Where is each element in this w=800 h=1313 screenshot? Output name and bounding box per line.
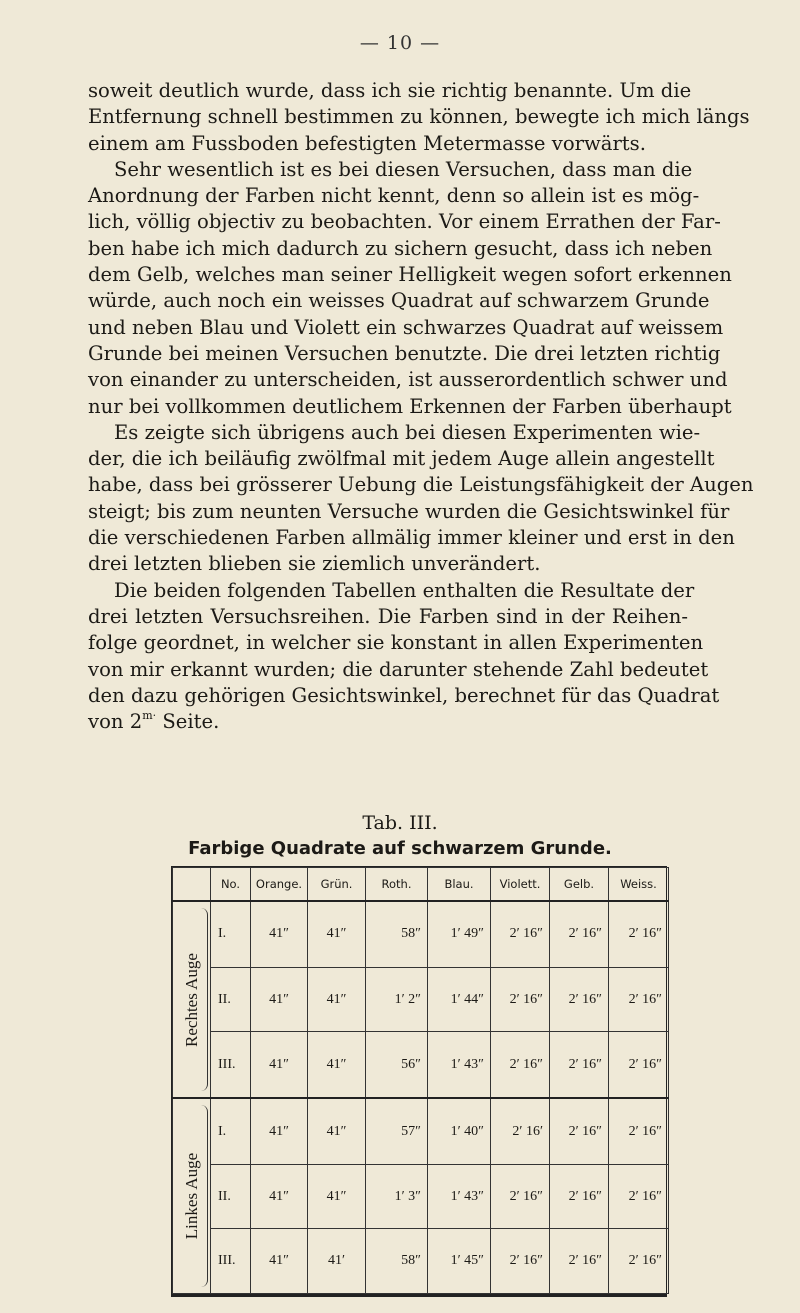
cell-orange: 41″ xyxy=(251,1032,308,1098)
cell-gelb: 2′ 16″ xyxy=(550,967,609,1031)
cell-blau: 1′ 43″ xyxy=(428,1165,491,1229)
text-line: von $2^{m\cdot}$ Seite. xyxy=(88,709,220,734)
header-blau: Blau. xyxy=(428,868,491,902)
cell-gelb: 2′ 16″ xyxy=(550,1098,609,1164)
text-line: Es zeigte sich übrigens auch bei diesen Experimenten wie- xyxy=(114,420,701,444)
header-gruen: Grün. xyxy=(308,868,366,902)
row-number: II. xyxy=(211,967,251,1031)
row-number: I. xyxy=(211,1098,251,1164)
body-text xyxy=(88,78,754,735)
cell-violett: 2′ 16″ xyxy=(491,901,550,967)
table-row xyxy=(173,1032,669,1098)
cell-blau: 1′ 43″ xyxy=(428,1032,491,1098)
cell-weiss: 2′ 16″ xyxy=(609,1032,669,1098)
cell-weiss: 2′ 16″ xyxy=(609,1165,669,1229)
text-line: und neben Blau und Violett ein schwarzes Quadrat auf weissem xyxy=(88,315,724,339)
table-row xyxy=(173,967,669,1031)
cell-blau: 1′ 44″ xyxy=(428,967,491,1031)
row-number: III. xyxy=(211,1032,251,1098)
row-number: II. xyxy=(211,1165,251,1229)
table-row xyxy=(173,1229,669,1294)
header-roth: Roth. xyxy=(366,868,428,902)
page-number: — 10 — xyxy=(359,32,441,54)
text-line: Anordnung der Farben nicht kennt, denn so allein ist es mög- xyxy=(88,184,700,208)
brace-icon xyxy=(201,908,208,1091)
text-line: von mir erkannt wurden; die darunter stehende Zahl bedeutet xyxy=(88,657,709,681)
cell-gruen: 41′ xyxy=(308,1229,366,1294)
text-line: drei letzten Versuchsreihen. Die Farben sind in der Reihen- xyxy=(88,604,688,628)
cell-gruen: 41″ xyxy=(308,1032,366,1098)
table-row xyxy=(173,1165,669,1229)
table-subtitle: Farbige Quadrate auf schwarzem Grunde. xyxy=(188,838,612,859)
text-line: Entfernung schnell bestimmen zu können, bewegte ich mich längs xyxy=(88,105,750,129)
cell-gruen: 41″ xyxy=(308,967,366,1031)
cell-roth: 57″ xyxy=(366,1098,428,1164)
text-line: einem am Fussboden befestigten Metermasse vorwärts. xyxy=(88,131,646,155)
cell-roth: 1′ 2″ xyxy=(366,967,428,1031)
text-line: der, die ich beiläufig zwölfmal mit jedem Auge allein angestellt xyxy=(88,447,715,471)
paragraph-4 xyxy=(88,578,720,736)
cell-violett: 2′ 16′ xyxy=(491,1098,550,1164)
group-label-left-eye: Linkes Auge xyxy=(173,1098,211,1293)
group-label-right-eye: Rechtes Auge xyxy=(173,901,211,1098)
cell-violett: 2′ 16″ xyxy=(491,1165,550,1229)
cell-weiss: 2′ 16″ xyxy=(609,1229,669,1294)
cell-gelb: 2′ 16″ xyxy=(550,1229,609,1294)
row-number: III. xyxy=(211,1229,251,1294)
cell-blau: 1′ 40″ xyxy=(428,1098,491,1164)
header-orange: Orange. xyxy=(251,868,308,902)
cell-gruen: 41″ xyxy=(308,901,366,967)
text-line: lich, völlig objectiv zu beobachten. Vor einem Errathen der Far- xyxy=(88,210,721,234)
cell-orange: 41″ xyxy=(251,1165,308,1229)
paragraph-2 xyxy=(88,157,732,420)
cell-weiss: 2′ 16″ xyxy=(609,1098,669,1164)
cell-gruen: 41″ xyxy=(308,1098,366,1164)
text-line: Die beiden folgenden Tabellen enthalten die Resultate der xyxy=(114,578,695,602)
brace-icon xyxy=(201,1105,208,1287)
cell-orange: 41″ xyxy=(251,1229,308,1294)
text-line: Sehr wesentlich ist es bei diesen Versuchen, dass man die xyxy=(114,157,693,181)
cell-roth: 1′ 3″ xyxy=(366,1165,428,1229)
text-line: würde, auch noch ein weisses Quadrat auf schwarzem Grunde xyxy=(88,289,710,313)
cell-orange: 41″ xyxy=(251,967,308,1031)
cell-gruen: 41″ xyxy=(308,1165,366,1229)
row-number: I. xyxy=(211,901,251,967)
text-line: drei letzten blieben sie ziemlich unverändert. xyxy=(88,552,541,576)
text-line: habe, dass bei grösserer Uebung die Leistungsfähigkeit der Augen xyxy=(88,473,754,497)
cell-violett: 2′ 16″ xyxy=(491,967,550,1031)
header-corner xyxy=(173,868,211,902)
text-line: den dazu gehörigen Gesichtswinkel, berechnet für das Quadrat xyxy=(88,683,720,707)
cell-roth: 58″ xyxy=(366,1229,428,1294)
cell-orange: 41″ xyxy=(251,1098,308,1164)
text-line: steigt; bis zum neunten Versuche wurden die Gesichtswinkel für xyxy=(88,499,730,523)
cell-orange: 41″ xyxy=(251,901,308,967)
cell-gelb: 2′ 16″ xyxy=(550,901,609,967)
results-table xyxy=(171,866,667,1297)
cell-gelb: 2′ 16″ xyxy=(550,1032,609,1098)
text-line: folge geordnet, in welcher sie konstant in allen Experimenten xyxy=(88,631,704,655)
cell-weiss: 2′ 16″ xyxy=(609,967,669,1031)
text-line: die verschiedenen Farben allmälig immer kleiner und erst in den xyxy=(88,526,735,550)
cell-blau: 1′ 45″ xyxy=(428,1229,491,1294)
text-line: nur bei vollkommen deutlichem Erkennen der Farben überhaupt xyxy=(88,394,732,418)
cell-roth: 56″ xyxy=(366,1032,428,1098)
cell-gelb: 2′ 16″ xyxy=(550,1165,609,1229)
header-gelb: Gelb. xyxy=(550,868,609,902)
text-line: soweit deutlich wurde, dass ich sie richtig benannte. Um die xyxy=(88,79,692,102)
cell-roth: 58″ xyxy=(366,901,428,967)
cell-blau: 1′ 49″ xyxy=(428,901,491,967)
header-violett: Violett. xyxy=(491,868,550,902)
table-row xyxy=(173,1098,669,1164)
header-weiss: Weiss. xyxy=(609,868,669,902)
header-no: No. xyxy=(211,868,251,902)
table-row xyxy=(173,901,669,967)
paragraph-3 xyxy=(88,420,754,578)
text-line: ben habe ich mich dadurch zu sichern gesucht, dass ich neben xyxy=(88,236,713,260)
text-line: von einander zu unterscheiden, ist ausserordentlich schwer und xyxy=(88,368,728,392)
paragraph-1 xyxy=(88,78,750,157)
table-title: Tab. III. xyxy=(362,812,438,834)
cell-violett: 2′ 16″ xyxy=(491,1032,550,1098)
cell-weiss: 2′ 16″ xyxy=(609,901,669,967)
text-line: Grunde bei meinen Versuchen benutzte. Die drei letzten richtig xyxy=(88,341,721,365)
text-line: dem Gelb, welches man seiner Helligkeit wegen sofort erkennen xyxy=(88,263,732,287)
cell-violett: 2′ 16″ xyxy=(491,1229,550,1294)
